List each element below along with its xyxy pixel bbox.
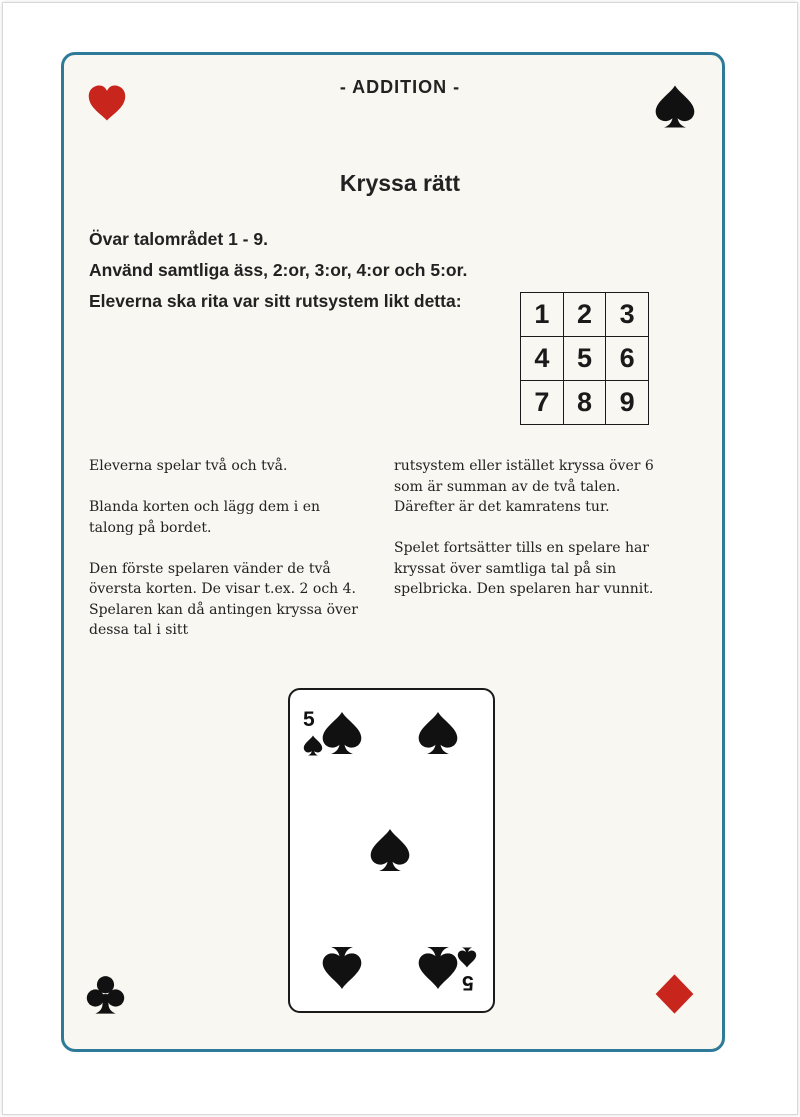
card-rank-top: 5 — [303, 708, 315, 731]
instruction-paragraph: Spelet fortsätter tills en spelare har kryssat över samtliga tal på sin spelbricka. Den spelaren har vunnit. — [394, 540, 654, 597]
instructions-right-column — [394, 456, 674, 620]
section-heading: - ADDITION - — [339, 77, 461, 97]
lead-line-range: Övar talområdet 1 - 9. — [89, 229, 268, 249]
spade-icon — [417, 945, 459, 991]
spade-icon — [369, 827, 411, 873]
grid-cell: 9 — [606, 381, 649, 425]
spade-icon — [303, 735, 323, 756]
spade-icon — [457, 947, 477, 968]
grid-cell: 5 — [563, 337, 606, 381]
grid-cell: 2 — [563, 293, 606, 337]
lead-line-grid: Eleverna ska rita var sitt rutsystem likt detta: — [89, 291, 462, 311]
instruction-paragraph: rutsystem eller istället kryssa över 6 som är summan av de två talen. Därefter är det kamratens tur. — [394, 458, 654, 515]
instruction-paragraph: Den förste spelaren vänder de två översta korten. De visar t.ex. 2 och 4. Spelaren kan då antingen kryssa över dessa tal i sitt — [89, 560, 358, 638]
instruction-paragraph: Blanda korten och lägg dem i en talong på bordet. — [89, 499, 321, 536]
grid-cell: 4 — [521, 337, 564, 381]
spade-icon — [417, 710, 459, 756]
game-title: Kryssa rätt — [339, 170, 461, 196]
spade-icon — [321, 710, 363, 756]
diamond-icon — [654, 973, 695, 1015]
grid-cell: 8 — [563, 381, 606, 425]
grid-cell: 6 — [606, 337, 649, 381]
grid-cell: 7 — [521, 381, 564, 425]
playing-card-five-of-spades — [288, 688, 495, 1013]
card-rank-bottom: 5 — [462, 971, 474, 994]
club-icon — [86, 974, 125, 1015]
lead-line-cards: Använd samtliga äss, 2:or, 3:or, 4:or och 5:or. — [89, 260, 468, 280]
number-grid — [520, 292, 649, 425]
instruction-paragraph: Eleverna spelar två och två. — [89, 458, 288, 474]
spade-icon — [321, 945, 363, 991]
grid-cell: 3 — [606, 293, 649, 337]
instructions-left-column — [89, 456, 369, 661]
grid-cell: 1 — [521, 293, 564, 337]
